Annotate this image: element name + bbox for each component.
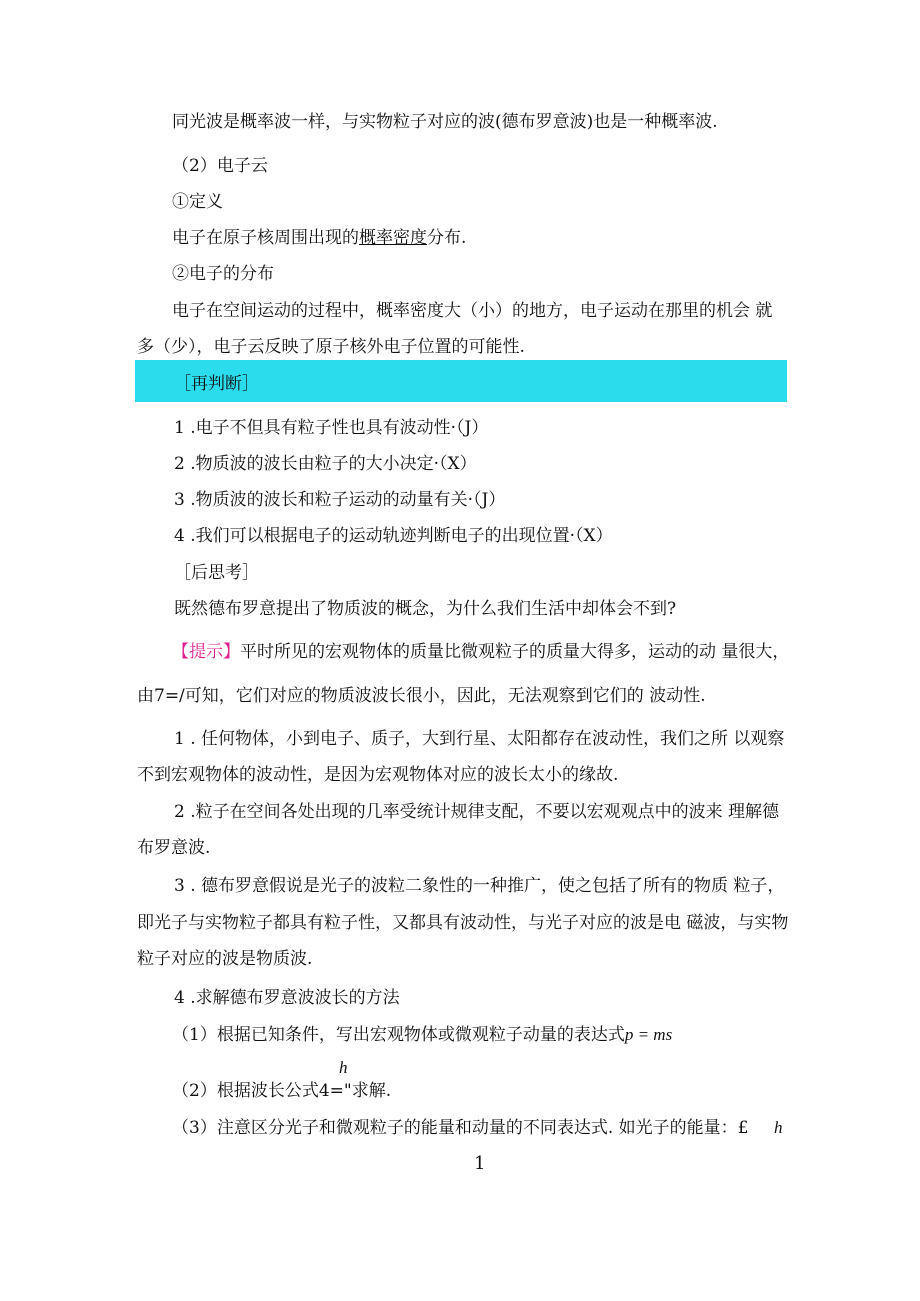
point-1-line2: 不到宏观物体的波动性，是因为宏观物体对应的波长太小的缘故. (137, 765, 619, 785)
after-thinking-heading: ［后思考］ (174, 563, 259, 583)
point-2-line2: 布罗意波. (137, 838, 211, 858)
rejudge-heading: ［再判断］ (174, 374, 259, 394)
hint-text: 平时所见的宏观物体的质量比微观粒子的质量大得多，运动的动 量很大， (240, 642, 790, 662)
distribution-heading: ②电子的分布 (172, 264, 274, 284)
point-3-line2: 即光子与实物粒子都具有粒子性，又都具有波动性，与光子对应的波是电 磁波，与实物 (137, 913, 789, 933)
point-1-line1: 1 . 任何物体，小到电子、质子，大到行星、太阳都存在波动性，我们之所 以观察 (174, 729, 785, 749)
judgement-item-3: 3 .物质波的波长和粒子运动的动量有关·（J） (174, 490, 506, 510)
point-3-line3: 粒子对应的波是物质波. (137, 949, 313, 969)
momentum-formula: p = ms (624, 1025, 673, 1044)
definition-text-start: 电子在原子核周围出现的 (172, 228, 359, 248)
hint-paragraph (172, 640, 789, 664)
judgement-item-2: 2 .物质波的波长由粒子的大小决定·（X） (174, 454, 477, 474)
probability-density-term: 概率密度 (359, 228, 427, 248)
definition-text-end: 分布. (427, 228, 467, 248)
question-text: 既然德布罗意提出了物质波的概念，为什么我们生活中却体会不到? (174, 599, 677, 619)
planck-symbol-h: h (339, 1058, 348, 1077)
distribution-text-line1: 电子在空间运动的过程中，概率密度大（小）的地方，电子运动在那里的机会 就 (172, 301, 773, 321)
paragraph-probability-wave: 同光波是概率波一样，与实物粒子对应的波(德布罗意波)也是一种概率波. (172, 112, 718, 132)
point-3-line1: 3 . 德布罗意假说是光子的波粒二象性的一种推广，使之包括了所有的物质 粒子， (174, 876, 785, 896)
definition-heading: ①定义 (172, 192, 223, 212)
hint-label: 【提示】 (172, 642, 240, 662)
point-2-line1: 2 .粒子在空间各处出现的几率受统计规律支配，不要以宏观观点中的波来 理解德 (174, 802, 780, 822)
step-1-text: （1）根据已知条件，写出宏观物体或微观粒子动量的表达式 (172, 1025, 625, 1045)
step-3: （3）注意区分光子和微观粒子的能量和动量的不同表达式. 如光子的能量：£ (172, 1118, 749, 1138)
step-1 (172, 1023, 672, 1047)
hint-continuation: 由7=/可知，它们对应的物质波波长很小，因此，无法观察到它们的 波动性. (137, 686, 706, 706)
distribution-text-line2: 多（少），电子云反映了原子核外电子位置的可能性. (137, 337, 525, 357)
point-4-heading: 4 .求解德布罗意波波长的方法 (174, 988, 400, 1008)
section-electron-cloud-heading: （2）电子云 (172, 156, 268, 176)
judgement-item-1: 1 .电子不但具有粒子性也具有波动性·（J） (174, 418, 489, 438)
step-3-h-symbol: h (774, 1118, 783, 1137)
step-2: （2）根据波长公式4="求解. (172, 1081, 392, 1101)
page-number: 1 (474, 1153, 486, 1174)
definition-text (172, 226, 466, 250)
judgement-item-4: 4 .我们可以根据电子的运动轨迹判断电子的出现位置·（X） (174, 526, 613, 546)
